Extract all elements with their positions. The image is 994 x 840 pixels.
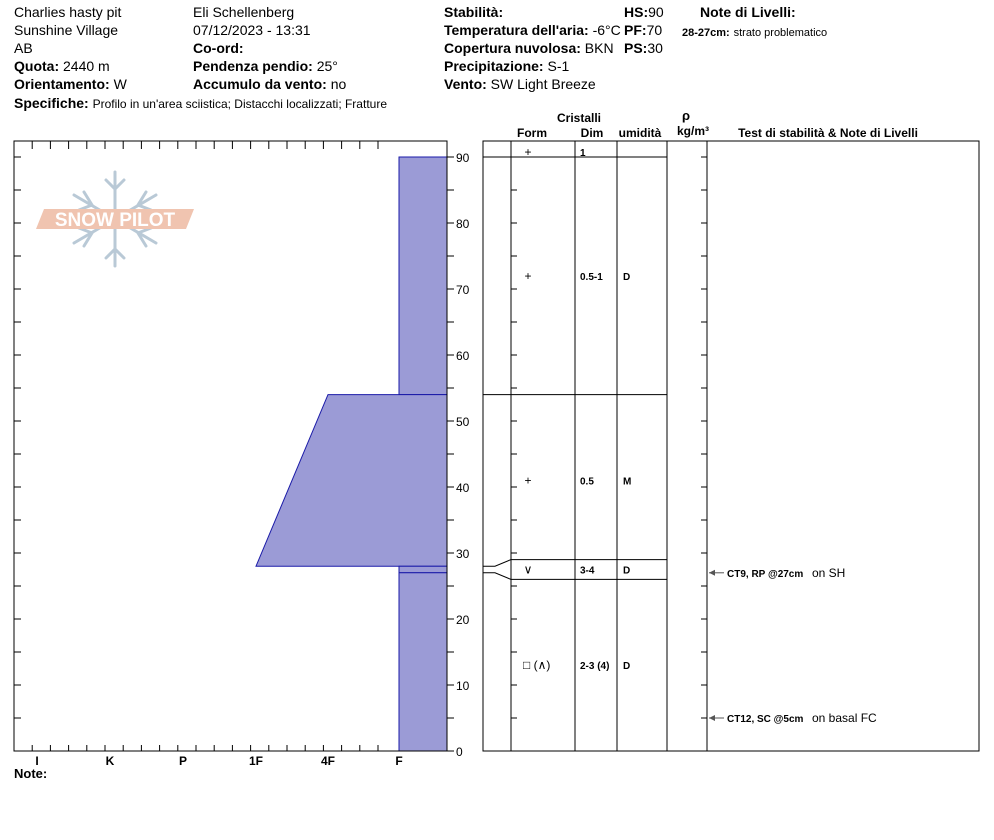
crystal-form-0: + [524,145,532,159]
moisture-header: umidità [618,126,662,140]
aspect-label: Orientamento: [14,76,110,92]
datetime: 07/12/2023 - 13:31 [193,22,311,38]
height-label-80: 80 [456,217,470,231]
dim-header: Dim [580,126,604,140]
precip-value: S-1 [547,58,570,74]
layer-contents [523,145,631,672]
profile-layer-0 [399,157,447,395]
elevation-value: 2440 m [63,58,110,74]
wind-value: SW Light Breeze [490,76,596,92]
crystals-header: Cristalli [556,111,602,125]
grid-frame [483,141,979,751]
leader-line [483,560,511,567]
hardness-label-P: P [178,754,188,768]
notes-label: Note: [14,766,48,781]
test-code-0: CT9, RP @27cm [727,568,804,580]
specifics-value: Profilo in un'area sciistica; Distacchi localizzati; Fratture [92,97,387,111]
height-label-20: 20 [456,613,470,627]
observer: Eli Schellenberg [193,4,295,20]
snowpilot-logo [36,172,194,266]
air-temp-value: -6°C [592,22,621,38]
hardness-label-I: I [35,754,39,768]
height-label-70: 70 [456,283,470,297]
specifics-label: Specifiche: [14,95,89,111]
moisture-1: D [623,271,631,283]
crystal-dim-4: 2-3 (4) [580,661,610,673]
hardness-axis [35,754,402,768]
height-label-60: 60 [456,349,470,363]
coord-label: Co-ord: [193,40,244,56]
hardness-label-K: K [105,754,115,768]
pf-label: PF: [624,22,647,38]
height-label-30: 30 [456,547,470,561]
profile-layer-3 [399,573,447,751]
ps-label: PS: [624,40,648,56]
hs-value: 90 [648,4,664,20]
layer-notes-label: Note di Livelli: [700,4,796,20]
pit-name: Charlies hasty pit [14,4,122,20]
hardness-label-4F: 4F [320,754,336,768]
layer-grid [483,141,979,751]
crystal-form-2: + [524,473,532,488]
wind-label: Vento: [444,76,487,92]
form-header: Form [517,126,547,140]
height-label-50: 50 [456,415,470,429]
test-code-1: CT12, SC @5cm [727,714,804,725]
aspect-value: W [113,76,127,92]
layer-note-depth: 28-27cm: [682,27,730,39]
layer-note-text: strato problematico [733,27,828,39]
crystal-dim-2: 0.5 [580,476,594,488]
hardness-label-1F: 1F [248,754,264,768]
height-label-10: 10 [456,679,470,693]
moisture-2: M [623,476,632,488]
profile-layer-1 [256,395,447,567]
hs-label: HS: [624,4,649,20]
crystal-form-1: + [524,268,532,283]
hardness-profile [256,157,447,751]
height-axis [456,151,470,759]
location: Sunshine Village [14,22,119,38]
logo-text: SNOW PILOT [54,210,176,231]
test-note-0: on SH [812,565,846,580]
region: AB [14,40,33,56]
cloud-label: Copertura nuvolosa: [444,40,581,56]
stability-tests [709,566,877,725]
elevation-label: Quota: [14,58,60,74]
test-note-1: on basal FC [812,711,877,725]
ps-value: 30 [647,40,663,56]
slope-value: 25° [316,58,338,74]
moisture-3: D [623,565,631,577]
crystal-dim-3: 3-4 [580,565,595,577]
crystal-form-4: □ (∧) [523,658,551,673]
density-unit-header: kg/m³ [676,124,710,138]
crystal-form-3: ∨ [523,562,533,577]
slope-label: Pendenza pendio: [193,58,313,74]
tests-header: Test di stabilità & Note di Livelli [738,126,918,140]
wind-loading-label: Accumulo da vento: [193,76,327,92]
crystal-dim-1: 0.5-1 [580,271,603,283]
profile-layer-2 [399,566,447,573]
test-arrow-head [709,570,715,576]
air-temp-label: Temperatura dell'aria: [444,22,589,38]
wind-loading-value: no [330,76,347,92]
stability-label: Stabilità: [444,4,504,20]
moisture-4: D [623,661,631,673]
cloud-value: BKN [584,40,614,56]
leader-line [483,573,511,580]
pf-value: 70 [646,22,663,38]
height-label-90: 90 [456,151,470,165]
test-arrow-head [709,715,715,721]
hardness-label-F: F [395,754,403,768]
precip-label: Precipitazione: [444,58,544,74]
crystal-dim-0: 1 [580,148,586,159]
rho-header: ρ [681,108,691,123]
height-label-40: 40 [456,481,470,495]
height-label-0: 0 [456,745,463,759]
